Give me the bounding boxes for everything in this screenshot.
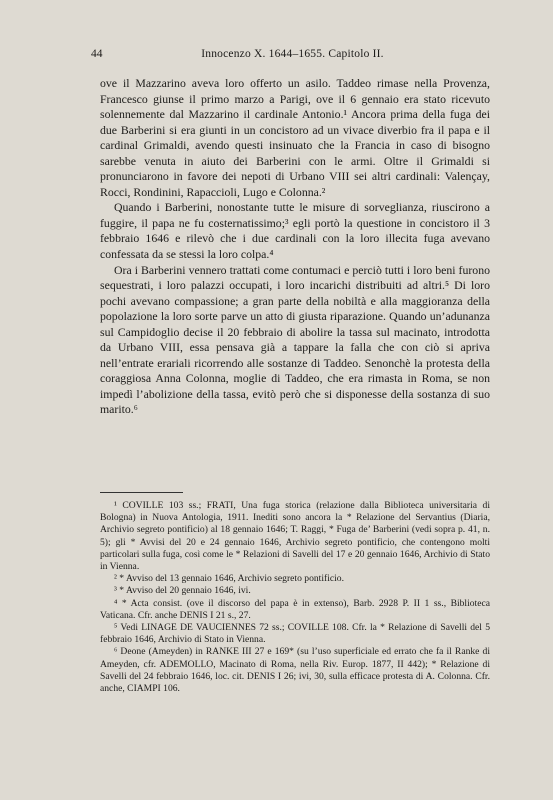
running-header	[91, 48, 485, 64]
footnote: ³ * Avviso del 20 gennaio 1646, ivi.	[114, 585, 251, 597]
paragraph: ove il Mazzarino aveva loro offerto un asilo. Taddeo rimase nella Provenza, Francesco giunse il primo marzo a Parigi, ove il 6 gennaio era stato ricevuto solennemente dal Mazzarino il cardinale Antonio.¹ Ancora prima della fuga dei due Barberini si era giunti in un concistoro ad un vivace diverbio fra il papa e il cardinal Grimaldi, avendo questi insinuato che la Francia in caso di bisogno sarebbe venuta in aiuto dei Barberini con le armi. Oltre il Grimaldi si pronunciarono in favore dei nepoti di Urbano VIII sei altri cardinali: Valençay, Rocci, Rondinini, Rapaccioli, Lugo e Colonna.²	[100, 76, 490, 199]
footnotes	[100, 500, 490, 695]
page-number: 44	[91, 48, 103, 60]
paragraph: Quando i Barberini, nonostante tutte le misure di sorveglianza, riuscirono a fuggire, il papa ne fu costernatissimo;³ egli portò la questione in concistoro il 3 febbraio 1646 e rilevò che i due cardinali con la loro illecita fuga avevano confessata da se stessi la loro colpa.⁴	[100, 200, 490, 262]
footnote: ² * Avviso del 13 gennaio 1646, Archivio segreto pontificio.	[114, 573, 344, 585]
main-text	[100, 76, 490, 418]
footnote: ⁶ Deone (Ameyden) in RANKE III 27 e 169* (su l’uso superficiale ed errato che fa il Ranke di Ameyden, cfr. ADEMOLLO, Macinato di Roma, nella Riv. Europ. 1877, II 442); * Relazione di Savelli del 24 febbraio 1646, loc. cit. DENIS I 26; ivi, 30, sulla efficace protesta di A. Colonna. Cfr. anche, CIAMPI 106.	[100, 646, 490, 695]
footnote-separator	[100, 492, 183, 493]
running-title: Innocenzo X. 1644–1655. Capitolo II.	[201, 48, 384, 60]
paragraph: Ora i Barberini vennero trattati come contumaci e perciò tutti i loro beni furono sequestrati, i loro palazzi occupati, i loro incarichi distribuiti ad altri.⁵ Di loro pochi avevano compassione; a gran parte della nobiltà e alla maggioranza della popolazione la loro sorte parve un atto di giusta riparazione. Quando un’adunanza sul Campidoglio decise il 20 febbraio di abolire la tassa sul macinato, introdotta da Urbano VIII, essa pensava già a tappare la falla che con ciò si apriva nell’entrate erariali ricorrendo alle sostanze di Taddeo. Senonchè la protesta della coraggiosa Anna Colonna, moglie di Taddeo, che era rimasta in Roma, se non impedì l’abolizione della tassa, evitò però che si disponesse della sostanza di suo marito.⁶	[100, 262, 490, 417]
footnote: ¹ COVILLE 103 ss.; FRATI, Una fuga storica (relazione dalla Biblioteca universitaria di Bologna) in Nuova Antologia, 1911. Inediti sono ancora la * Relazione del Servantius (Diaria, Archivio segreto pontificio) al 18 gennaio 1646; T. Raggi, * Fuga de’ Barberini (vedi sopra p. 41, n. 5); gli * Avvisi del 20 e 24 gennaio 1646, Archivio segreto pontificio, che contengono molti particolari sulla fuga, così come le * Relazioni di Savelli del 17 e 20 gennaio 1646, Archivio di Stato in Vienna.	[100, 500, 490, 573]
footnote: ⁴ * Acta consist. (ove il discorso del papa è in extenso), Barb. 2928 P. II 1 ss., Biblioteca Vaticana. Cfr. anche DENIS I 21 s., 27.	[100, 597, 490, 621]
footnote: ⁵ Vedi LINAGE DE VAUCIENNES 72 ss.; COVILLE 108. Cfr. la * Relazione di Savelli del 5 febbraio 1646, Archivio di Stato in Vienna.	[100, 622, 490, 646]
